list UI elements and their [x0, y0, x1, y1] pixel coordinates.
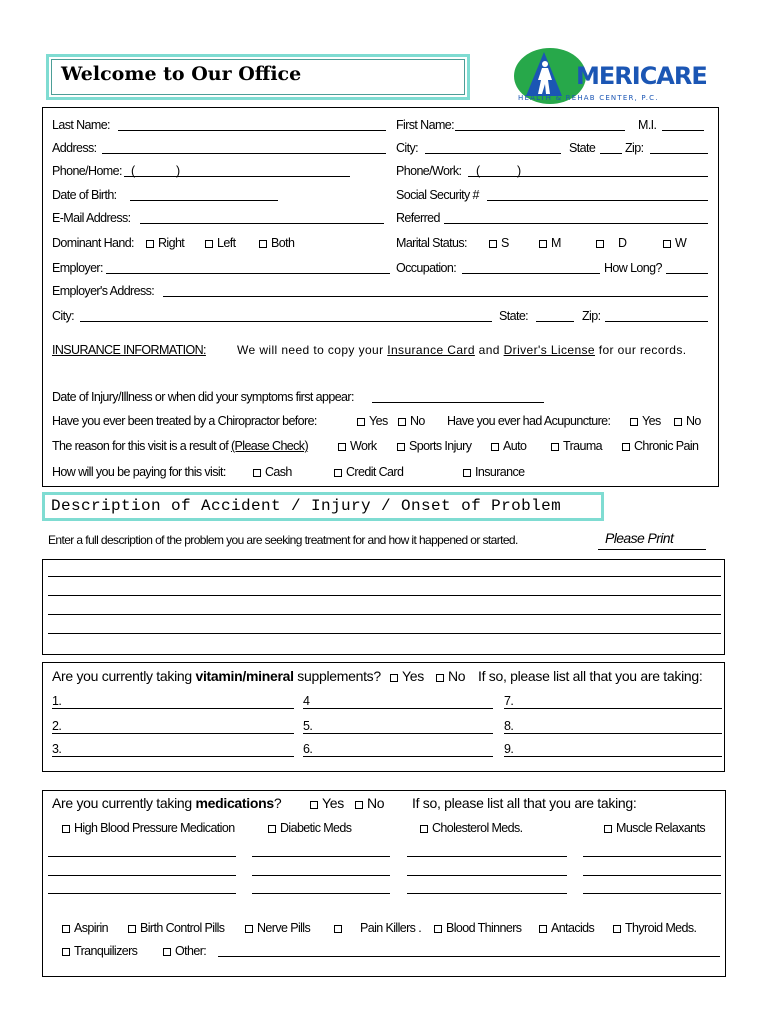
med-aspirin-option[interactable]: Aspirin — [62, 921, 108, 936]
first-name-field[interactable] — [455, 130, 625, 131]
description-line[interactable] — [48, 633, 721, 634]
medication-field[interactable] — [583, 875, 721, 876]
city-field[interactable] — [425, 153, 561, 154]
checkbox-icon[interactable] — [205, 240, 213, 248]
med-nerve-option[interactable]: Nerve Pills — [245, 921, 310, 936]
medications-question: Are you currently taking medications? — [52, 795, 282, 811]
injury-date-label: Date of Injury/Illness or when did your symptoms first appear: — [52, 390, 354, 404]
vitamins-list-prompt: If so, please list all that you are taking: — [478, 668, 703, 684]
mi-field[interactable] — [662, 130, 704, 131]
ssn-label: Social Security # — [396, 188, 479, 202]
med-birth-control-option[interactable]: Birth Control Pills — [128, 921, 224, 936]
checkbox-icon[interactable] — [551, 443, 559, 451]
checkbox-icon[interactable] — [436, 674, 444, 682]
injury-date-field[interactable] — [372, 402, 544, 403]
reason-question: The reason for this visit is a result of (Please Check) — [52, 439, 309, 453]
checkbox-icon[interactable] — [489, 240, 497, 248]
checkbox-icon[interactable] — [663, 240, 671, 248]
zip-label: Zip: — [625, 141, 644, 155]
med-diabetic-option[interactable]: Diabetic Meds — [268, 821, 351, 836]
vitamin-number: 2. — [52, 719, 62, 733]
marital-m-option[interactable]: M — [539, 236, 561, 251]
checkbox-icon[interactable] — [62, 925, 70, 933]
dominant-hand-label: Dominant Hand: — [52, 236, 134, 250]
checkbox-icon[interactable] — [630, 418, 638, 426]
description-heading: Description of Accident / Injury / Onset of Problem — [51, 497, 562, 515]
marital-w-option[interactable]: W — [663, 236, 686, 251]
medications-no-option[interactable]: No — [355, 796, 384, 811]
phone-work-paren-close: ) — [517, 164, 521, 178]
checkbox-icon[interactable] — [390, 674, 398, 682]
checkbox-icon[interactable] — [338, 443, 346, 451]
marital-d-option[interactable]: D — [596, 236, 626, 251]
med-thyroid-option[interactable]: Thyroid Meds. — [613, 921, 696, 936]
medications-box — [42, 790, 726, 977]
med-blood-thinners-option[interactable]: Blood Thinners — [434, 921, 521, 936]
phone-work-field[interactable] — [468, 176, 708, 177]
insurance-note: We will need to copy your Insurance Card and Driver's License for our records. — [237, 343, 687, 357]
medication-field[interactable] — [252, 856, 390, 857]
logo-name: MERICARE — [576, 62, 707, 90]
employer-label: Employer: — [52, 261, 103, 275]
vitamin-field-2[interactable] — [52, 733, 294, 734]
email-label: E-Mail Address: — [52, 211, 131, 225]
occupation-field[interactable] — [462, 273, 600, 274]
description-line[interactable] — [48, 576, 721, 577]
checkbox-icon[interactable] — [596, 240, 604, 248]
reason-trauma-option[interactable]: Trauma — [551, 439, 602, 454]
chiro-yes-option[interactable]: Yes — [357, 414, 388, 429]
chiropractor-question: Have you ever been treated by a Chiropractor before: — [52, 414, 317, 428]
please-print-underline — [598, 549, 706, 550]
checkbox-icon[interactable] — [334, 469, 342, 477]
mi-label: M.I. — [638, 118, 657, 132]
medication-field[interactable] — [583, 856, 721, 857]
state-label: State — [569, 141, 596, 155]
med-pain-killers-option[interactable]: Pain Killers . — [334, 921, 421, 936]
vitamin-field-9[interactable] — [504, 756, 722, 757]
med-tranquilizers-option[interactable]: Tranquilizers — [62, 944, 137, 959]
med-muscle-option[interactable]: Muscle Relaxants — [604, 821, 705, 836]
checkbox-icon[interactable] — [434, 925, 442, 933]
pay-credit-option[interactable]: Credit Card — [334, 465, 403, 480]
occupation-label: Occupation: — [396, 261, 457, 275]
checkbox-icon[interactable] — [539, 240, 547, 248]
checkbox-icon[interactable] — [334, 925, 342, 933]
checkbox-icon[interactable] — [62, 948, 70, 956]
checkbox-icon[interactable] — [253, 469, 261, 477]
checkbox-icon[interactable] — [310, 801, 318, 809]
address-label: Address: — [52, 141, 97, 155]
phone-home-paren-close: ) — [176, 164, 180, 178]
medications-yes-option[interactable]: Yes — [310, 796, 344, 811]
checkbox-icon[interactable] — [397, 443, 405, 451]
employer-state-field[interactable] — [536, 321, 574, 322]
first-name-label: First Name: — [396, 118, 454, 132]
checkbox-icon[interactable] — [539, 925, 547, 933]
last-name-field[interactable] — [118, 130, 386, 131]
dob-field[interactable] — [130, 200, 278, 201]
checkbox-icon[interactable] — [491, 443, 499, 451]
vitamin-number: 8. — [504, 719, 514, 733]
phone-home-label: Phone/Home: — [52, 164, 122, 178]
vitamin-number: 4 — [303, 694, 310, 708]
pay-cash-option[interactable]: Cash — [253, 465, 292, 480]
description-box — [42, 559, 725, 655]
acu-yes-option[interactable]: Yes — [630, 414, 661, 429]
employer-field[interactable] — [106, 273, 390, 274]
address-field[interactable] — [102, 153, 386, 154]
med-other-option[interactable]: Other: — [163, 944, 206, 959]
description-line[interactable] — [48, 595, 721, 596]
checkbox-icon[interactable] — [398, 418, 406, 426]
dob-label: Date of Birth: — [52, 188, 117, 202]
employer-zip-label: Zip: — [582, 309, 601, 323]
medication-field[interactable] — [252, 875, 390, 876]
medication-field[interactable] — [407, 875, 567, 876]
medication-field[interactable] — [407, 856, 567, 857]
hand-right-option[interactable]: Right — [146, 236, 184, 251]
logo-subtitle: HEALTH & REHAB CENTER, P.C. — [518, 94, 659, 102]
vitamin-number: 6. — [303, 742, 313, 756]
checkbox-icon[interactable] — [420, 825, 428, 833]
state-field[interactable] — [600, 153, 622, 154]
employer-address-field[interactable] — [163, 296, 708, 297]
checkbox-icon[interactable] — [62, 825, 70, 833]
medication-field[interactable] — [48, 856, 236, 857]
medications-list-prompt: If so, please list all that you are taking: — [412, 795, 637, 811]
checkbox-icon[interactable] — [674, 418, 682, 426]
reason-auto-option[interactable]: Auto — [491, 439, 526, 454]
reason-sports-option[interactable]: Sports Injury — [397, 439, 471, 454]
description-instruction: Enter a full description of the problem you are seeking treatment for and how it happened or started. — [48, 533, 518, 547]
reason-chronic-option[interactable]: Chronic Pain — [622, 439, 698, 454]
vitamin-field-4[interactable] — [303, 708, 493, 709]
med-hbp-option[interactable]: High Blood Pressure Medication — [62, 821, 235, 836]
payment-question: How will you be paying for this visit: — [52, 465, 226, 479]
email-field[interactable] — [140, 223, 384, 224]
how-long-field[interactable] — [666, 273, 708, 274]
vitamin-number: 5. — [303, 719, 313, 733]
vitamin-field-6[interactable] — [303, 756, 493, 757]
checkbox-icon[interactable] — [163, 948, 171, 956]
vitamin-field-3[interactable] — [52, 756, 294, 757]
phone-work-paren-open: ( — [476, 164, 480, 178]
phone-home-field[interactable] — [124, 176, 350, 177]
checkbox-icon[interactable] — [245, 925, 253, 933]
referred-label: Referred — [396, 211, 440, 225]
med-antacids-option[interactable]: Antacids — [539, 921, 594, 936]
employer-address-label: Employer's Address: — [52, 284, 155, 298]
phone-home-paren-open: ( — [131, 164, 135, 178]
vitamin-number: 9. — [504, 742, 514, 756]
medication-field[interactable] — [583, 893, 721, 894]
marital-s-option[interactable]: S — [489, 236, 509, 251]
americare-logo — [512, 46, 712, 106]
title-box — [46, 54, 470, 100]
checkbox-icon[interactable] — [259, 240, 267, 248]
medication-field[interactable] — [48, 893, 236, 894]
checkbox-icon[interactable] — [613, 925, 621, 933]
vitamin-number: 7. — [504, 694, 514, 708]
acupuncture-question: Have you ever had Acupuncture: — [447, 414, 611, 428]
how-long-label: How Long? — [604, 261, 662, 275]
referred-field[interactable] — [444, 223, 708, 224]
other-medication-field[interactable] — [218, 956, 720, 957]
vitamin-number: 3. — [52, 742, 62, 756]
checkbox-icon[interactable] — [463, 469, 471, 477]
employer-zip-field[interactable] — [605, 321, 708, 322]
page-title: Welcome to Our Office — [61, 63, 302, 85]
employer-city-field[interactable] — [80, 321, 492, 322]
acu-no-option[interactable]: No — [674, 414, 701, 429]
med-cholesterol-option[interactable]: Cholesterol Meds. — [420, 821, 523, 836]
marital-status-label: Marital Status: — [396, 236, 467, 250]
medication-field[interactable] — [48, 875, 236, 876]
medication-field[interactable] — [252, 893, 390, 894]
medication-field[interactable] — [407, 893, 567, 894]
hand-left-option[interactable]: Left — [205, 236, 235, 251]
last-name-label: Last Name: — [52, 118, 110, 132]
checkbox-icon[interactable] — [146, 240, 154, 248]
checkbox-icon[interactable] — [128, 925, 136, 933]
checkbox-icon[interactable] — [357, 418, 365, 426]
insurance-heading: INSURANCE INFORMATION: — [52, 343, 206, 357]
city-label: City: — [396, 141, 419, 155]
reason-work-option[interactable]: Work — [338, 439, 377, 454]
checkbox-icon[interactable] — [355, 801, 363, 809]
description-line[interactable] — [48, 614, 721, 615]
ssn-field[interactable] — [487, 200, 708, 201]
vitamin-field-7[interactable] — [504, 708, 722, 709]
vitamin-field-1[interactable] — [52, 708, 294, 709]
vitamins-no-option[interactable]: No — [436, 669, 465, 684]
vitamins-question: Are you currently taking vitamin/mineral supplements? — [52, 668, 381, 684]
phone-work-label: Phone/Work: — [396, 164, 462, 178]
vitamin-field-5[interactable] — [303, 733, 493, 734]
vitamin-number: 1. — [52, 694, 62, 708]
employer-city-label: City: — [52, 309, 75, 323]
chiro-no-option[interactable]: No — [398, 414, 425, 429]
pay-insurance-option[interactable]: Insurance — [463, 465, 525, 480]
vitamin-field-8[interactable] — [504, 733, 722, 734]
hand-both-option[interactable]: Both — [259, 236, 294, 251]
employer-state-label: State: — [499, 309, 529, 323]
checkbox-icon[interactable] — [604, 825, 612, 833]
vitamins-yes-option[interactable]: Yes — [390, 669, 424, 684]
checkbox-icon[interactable] — [622, 443, 630, 451]
zip-field[interactable] — [650, 153, 708, 154]
please-print-label: Please Print — [605, 530, 674, 546]
checkbox-icon[interactable] — [268, 825, 276, 833]
description-heading-box — [42, 492, 604, 521]
